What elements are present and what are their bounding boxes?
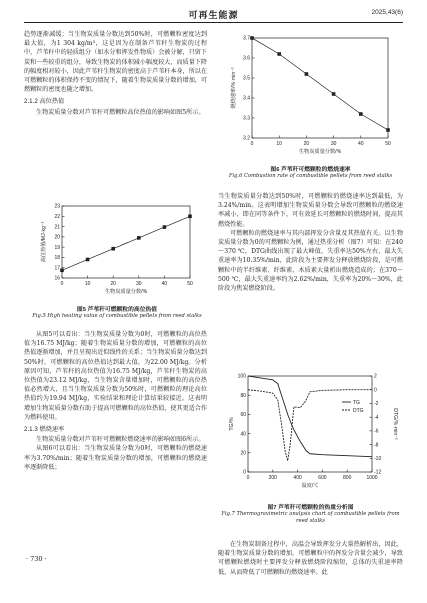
plot-frame bbox=[252, 38, 388, 138]
x-tick-label: 10 bbox=[84, 281, 91, 287]
x-tick-label: 20 bbox=[110, 281, 116, 287]
y2-tick-label: -12 bbox=[374, 469, 382, 476]
data-point bbox=[332, 92, 336, 96]
x-tick-label: 0 bbox=[60, 281, 64, 287]
x-tick-label: 10 bbox=[276, 141, 282, 147]
y-tick-label: 3.2 bbox=[243, 135, 250, 142]
figure-7-caption-cn: 图7 芦苇秆可燃颗粒的热重分析图 bbox=[267, 505, 354, 511]
data-point bbox=[188, 214, 192, 218]
x-tick-label: 600 bbox=[318, 475, 327, 481]
y-tick-label: 3.7 bbox=[243, 35, 250, 42]
data-line bbox=[62, 216, 190, 270]
data-point bbox=[359, 112, 363, 116]
y-tick-label: 17 bbox=[54, 265, 60, 272]
header-rule bbox=[24, 22, 403, 23]
x-tick-label: 30 bbox=[330, 141, 337, 147]
figure-6-caption-cn: 图6 芦苇秆可燃颗粒的燃烧速率 bbox=[270, 167, 351, 173]
figure-6-caption-en: Fig.6 Combustion rate of combustible pellets from reed stalks bbox=[228, 173, 393, 179]
page-number: · 730 · bbox=[26, 555, 47, 563]
y2-tick-label: -8 bbox=[374, 442, 379, 449]
x-tick-label: 800 bbox=[343, 475, 352, 481]
data-point bbox=[137, 236, 141, 240]
y-tick-label: 21 bbox=[54, 224, 60, 231]
left-paragraph-1: 趋势逐渐减缓；当生物炭质量分数达到50%时，可燃颗粒密度达到最大值，为1 304 kg/m³，这是因为在制备芦苇秆生物炭的过程中，芦苇秆中的轻质组分（如水分和挥发性物质）会被分解，只留下炭和一些较重的组分，导致生物炭的体积减小幅度较大，而质量下降的幅度相对较小，因此芦苇秆生物炭的密度高于芦苇秆本身，所以在可燃颗粒的体积保持不变的情况下，随着生物炭质量分数的增加，可燃颗粒的密度也随之增加。 bbox=[24, 31, 207, 94]
y-tick-label: 3.4 bbox=[243, 95, 250, 102]
y2-tick-label: -2 bbox=[374, 401, 379, 408]
section-heading-213: 2.1.3 燃烧速率 bbox=[24, 426, 65, 434]
y-tick-label: 23 bbox=[54, 203, 60, 210]
y2-tick-label: -4 bbox=[374, 414, 379, 421]
left-column-bottom bbox=[24, 330, 207, 472]
y2-tick-label: -10 bbox=[374, 455, 382, 462]
x-tick-label: 30 bbox=[136, 281, 142, 287]
data-point bbox=[60, 268, 64, 272]
figure-7 bbox=[218, 368, 403, 524]
left-paragraph-5: 从图6可以看出：当生物炭质量分数为0时，可燃颗粒的燃烧速率为3.70%/min；随着生物炭质量分数的增加，可燃颗粒的燃烧速率逐渐降低； bbox=[24, 445, 207, 471]
right-paragraph-2: 可燃颗粒的燃烧速率与其内部挥发分含量及其热值有关。以生物炭质量分数为0的可燃颗粒为例，通过热重分析（图7）可知：在240～370 ℃，DTG曲线出现了最大峰值，失重率达50%左右，最大失重速率为10.35%/min，此阶段为主要挥发分释放燃烧阶段，是可燃颗粒中的半纤维素、纤维素、木质素大量析出燃烧造成的；在370～500 ℃，最大失重速率约为2.62%/min，失重率为20%～30%，此阶段为焦炭燃烧阶段。 bbox=[218, 229, 403, 293]
y2-tick-label: 2 bbox=[374, 373, 377, 380]
figure-7-caption-en: Fig.7 Thermogravimetric analysis chart of combustible pellets from reed stalks bbox=[221, 511, 400, 524]
y-tick-label: 3.3 bbox=[243, 115, 250, 122]
y-tick-label: 20 bbox=[54, 234, 60, 241]
left-paragraph-3: 从图5可以看出：当生物炭质量分数为0时，可燃颗粒的高位热值为16.75 MJ/kg；随着生物炭质量分数的增加，可燃颗粒的高位热值逐渐增加，并且呈现出近似线性的关系；当生物炭质量分数达到50%时，可燃颗粒的高位热值达到最大值，为22.00 MJ/kg。分析原因可知，芦苇秆的高位热值为16.75 MJ/kg，芦苇秆生物炭的高位热值为23.12 MJ/kg，当生物炭含量增加时，可燃颗粒的高位热值必然增大，且当生物炭质量分数为50%时，可燃颗粒的理论高位热值约为19.94 MJ/kg，实验结果和理论计算结果较接近。这表明增加生物炭质量分数有助于提高可燃颗粒的高位热值，使其更适合作为燃料使用。 bbox=[24, 331, 207, 421]
y2-tick-label: -6 bbox=[374, 428, 379, 435]
x-tick-label: 0 bbox=[250, 141, 254, 147]
figure-5 bbox=[32, 200, 202, 318]
y2-tick-label: 0 bbox=[374, 387, 377, 394]
data-point bbox=[305, 72, 309, 76]
left-column-top bbox=[24, 30, 207, 117]
y-axis-label: 高位热值/MJ·kg⁻¹ bbox=[41, 221, 47, 263]
y-tick-label: 16 bbox=[54, 275, 60, 282]
x-axis-label: 温度/℃ bbox=[301, 483, 319, 489]
x-tick-label: 0 bbox=[246, 475, 250, 481]
left-paragraph-2: 生物炭质量分数对芦苇秆可燃颗粒高位热值的影响如图5所示。 bbox=[36, 108, 205, 116]
x-axis-label: 生物炭质量分数/% bbox=[298, 149, 342, 155]
data-point bbox=[277, 52, 281, 56]
data-point bbox=[86, 258, 90, 262]
y-tick-label: 3.5 bbox=[243, 75, 250, 82]
figure-7-chart bbox=[218, 368, 403, 498]
right-paragraph-1: 当生物炭质量分数达到50%时，可燃颗粒的燃烧速率达到最低，为3.24%/min。这表明增加生物炭质量分数会导致可燃颗粒的燃烧速率减小，即在同等条件下，可有效延长可燃颗粒的燃烧时间，提高其燃烧性能。 bbox=[218, 193, 403, 228]
figure-5-caption-en: Fig.5 High heating value of combustible pellets from reed stalks bbox=[32, 313, 202, 319]
data-point bbox=[250, 36, 254, 40]
y2-axis-label: DTG/%·min⁻¹ bbox=[392, 408, 398, 440]
x-tick-label: 50 bbox=[385, 141, 391, 147]
section-heading-212: 2.1.2 高位热值 bbox=[24, 98, 65, 106]
y-axis-label: 燃烧速率/%·min⁻¹ bbox=[231, 67, 237, 109]
data-point bbox=[111, 247, 115, 251]
plot-frame bbox=[62, 206, 190, 278]
y-tick-label: 3.6 bbox=[243, 55, 250, 62]
x-tick-label: 40 bbox=[358, 141, 364, 147]
y-axis-label: TG/% bbox=[229, 417, 235, 431]
y-tick-label: 60 bbox=[240, 412, 246, 419]
y-tick-label: 0 bbox=[243, 469, 246, 476]
plot-frame bbox=[248, 376, 372, 472]
x-tick-label: 200 bbox=[268, 475, 277, 481]
data-point bbox=[163, 225, 167, 229]
figure-6-chart bbox=[218, 30, 403, 160]
y-tick-label: 20 bbox=[240, 450, 246, 457]
figure-6 bbox=[218, 30, 403, 180]
y-tick-label: 22 bbox=[54, 213, 60, 220]
y-tick-label: 19 bbox=[54, 244, 60, 251]
x-tick-label: 50 bbox=[187, 281, 193, 287]
right-column-bottom bbox=[218, 540, 403, 577]
x-tick-label: 20 bbox=[303, 141, 310, 147]
y-tick-label: 80 bbox=[240, 392, 246, 399]
right-column-top bbox=[218, 192, 403, 293]
x-tick-label: 1000 bbox=[366, 475, 378, 481]
y-tick-label: 100 bbox=[237, 373, 246, 380]
series-line-tg bbox=[248, 376, 372, 457]
y-tick-label: 40 bbox=[240, 431, 246, 438]
figure-5-caption-cn: 图5 芦苇秆可燃颗粒的高位热值 bbox=[76, 307, 158, 313]
figure-5-chart bbox=[32, 200, 202, 300]
legend-label: DTG bbox=[353, 407, 364, 414]
legend-label: TG bbox=[353, 399, 360, 406]
x-axis-label: 生物炭质量分数/% bbox=[104, 289, 148, 295]
journal-title: 可再生能源 bbox=[188, 11, 239, 21]
y-tick-label: 18 bbox=[54, 255, 60, 262]
left-paragraph-4: 生物炭质量分数对芦苇秆可燃颗粒燃烧速率的影响如图6所示。 bbox=[36, 436, 205, 444]
right-paragraph-3: 在生物炭制备过程中，高温会导致挥发分大量热解析出，因此，随着生物炭质量分数的增加，可燃颗粒中的挥发分含量会减少，导致可燃颗粒燃烧时主要挥发分释放燃烧阶段缩短，总体的失重速率降低，从而降低了可燃颗粒的燃烧速率。此 bbox=[218, 541, 403, 576]
x-tick-label: 400 bbox=[293, 475, 302, 481]
issue-label: 2025,43(6) bbox=[371, 9, 403, 16]
data-point bbox=[386, 128, 390, 132]
x-tick-label: 40 bbox=[161, 281, 168, 287]
data-line bbox=[252, 38, 388, 130]
